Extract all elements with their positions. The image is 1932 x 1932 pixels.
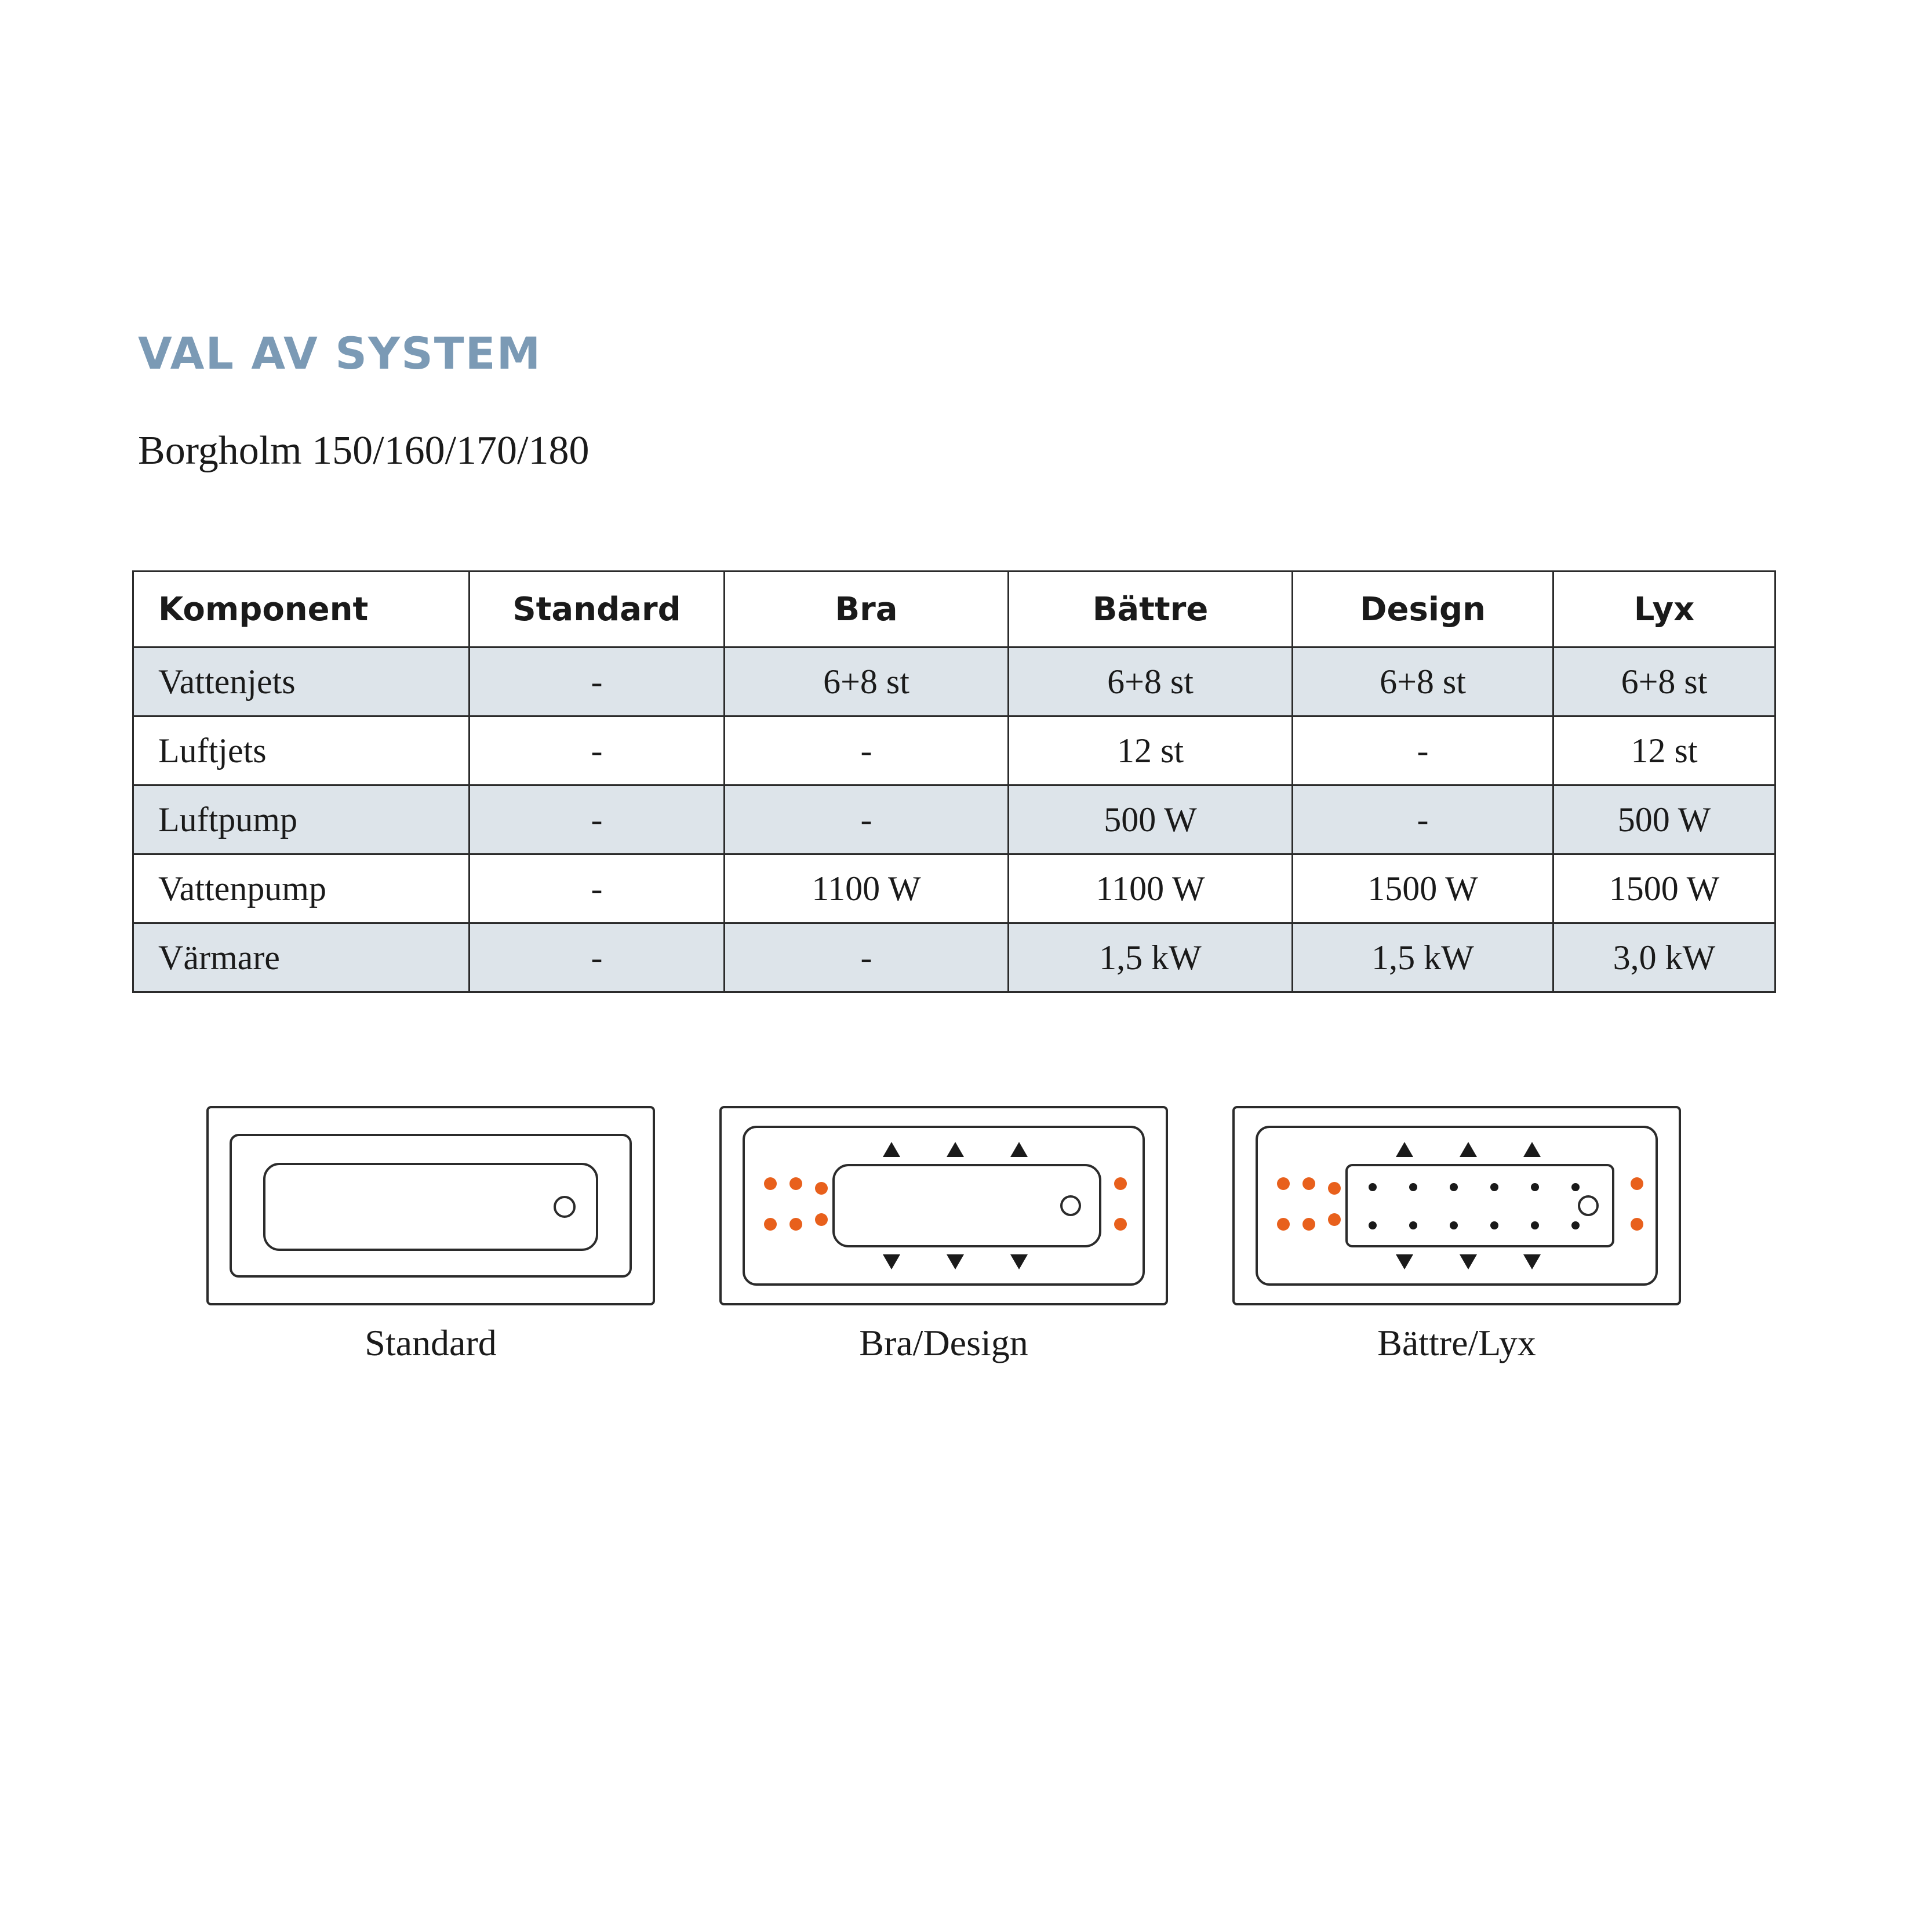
cell-varmare-lyx: 3,0 kW (1553, 923, 1775, 992)
page-subtitle: Borgholm 150/160/170/180 (138, 428, 590, 473)
cell-vattenjets-battre: 6+8 st (1009, 647, 1293, 716)
row-label-luftpump: Luftpump (133, 785, 470, 854)
table-body (133, 647, 1775, 992)
col-header-standard: Standard (470, 572, 725, 647)
tub-standard (202, 1101, 660, 1363)
cell-vattenpump-lyx: 1500 W (1553, 854, 1775, 923)
col-header-battre: Bättre (1009, 572, 1293, 647)
table-header (133, 572, 1775, 647)
cell-luftpump-battre: 500 W (1009, 785, 1293, 854)
spec-table (132, 570, 1776, 993)
cell-luftjets-lyx: 12 st (1553, 716, 1775, 785)
tub-bra-design-drawing (715, 1101, 1173, 1310)
cell-vattenjets-design: 6+8 st (1293, 647, 1553, 716)
cell-luftpump-lyx: 500 W (1553, 785, 1775, 854)
table-header-row (133, 572, 1775, 647)
tub-standard-caption: Standard (365, 1322, 497, 1363)
tub-battre-lyx (1228, 1101, 1686, 1363)
cell-varmare-standard: - (470, 923, 725, 992)
row-label-luftjets: Luftjets (133, 716, 470, 785)
tub-battre-lyx-caption: Bättre/Lyx (1377, 1322, 1536, 1363)
table-row (133, 923, 1775, 992)
tub-standard-drawing (202, 1101, 660, 1310)
cell-luftpump-standard: - (470, 785, 725, 854)
row-label-vattenjets: Vattenjets (133, 647, 470, 716)
row-label-vattenpump: Vattenpump (133, 854, 470, 923)
row-label-varmare: Värmare (133, 923, 470, 992)
col-header-design: Design (1293, 572, 1553, 647)
tub-diagrams (132, 1101, 1813, 1449)
table-row (133, 647, 1775, 716)
cell-luftjets-bra: - (725, 716, 1009, 785)
table-row (133, 785, 1775, 854)
cell-varmare-design: 1,5 kW (1293, 923, 1553, 992)
cell-luftpump-bra: - (725, 785, 1009, 854)
cell-luftjets-standard: - (470, 716, 725, 785)
cell-varmare-bra: - (725, 923, 1009, 992)
cell-luftpump-design: - (1293, 785, 1553, 854)
cell-vattenpump-battre: 1100 W (1009, 854, 1293, 923)
cell-vattenjets-standard: - (470, 647, 725, 716)
cell-varmare-battre: 1,5 kW (1009, 923, 1293, 992)
cell-vattenjets-lyx: 6+8 st (1553, 647, 1775, 716)
col-header-komponent: Komponent (133, 572, 470, 647)
cell-luftjets-battre: 12 st (1009, 716, 1293, 785)
tub-bra-design-caption: Bra/Design (859, 1322, 1028, 1363)
cell-vattenjets-bra: 6+8 st (725, 647, 1009, 716)
cell-vattenpump-bra: 1100 W (725, 854, 1009, 923)
cell-vattenpump-design: 1500 W (1293, 854, 1553, 923)
tub-bra-design (715, 1101, 1173, 1363)
cell-luftjets-design: - (1293, 716, 1553, 785)
tub-battre-lyx-drawing (1228, 1101, 1686, 1310)
cell-vattenpump-standard: - (470, 854, 725, 923)
table-row (133, 854, 1775, 923)
page-title: VAL AV SYSTEM (138, 328, 542, 379)
col-header-lyx: Lyx (1553, 572, 1775, 647)
table-row (133, 716, 1775, 785)
spec-table-container (132, 570, 1774, 993)
col-header-bra: Bra (725, 572, 1009, 647)
